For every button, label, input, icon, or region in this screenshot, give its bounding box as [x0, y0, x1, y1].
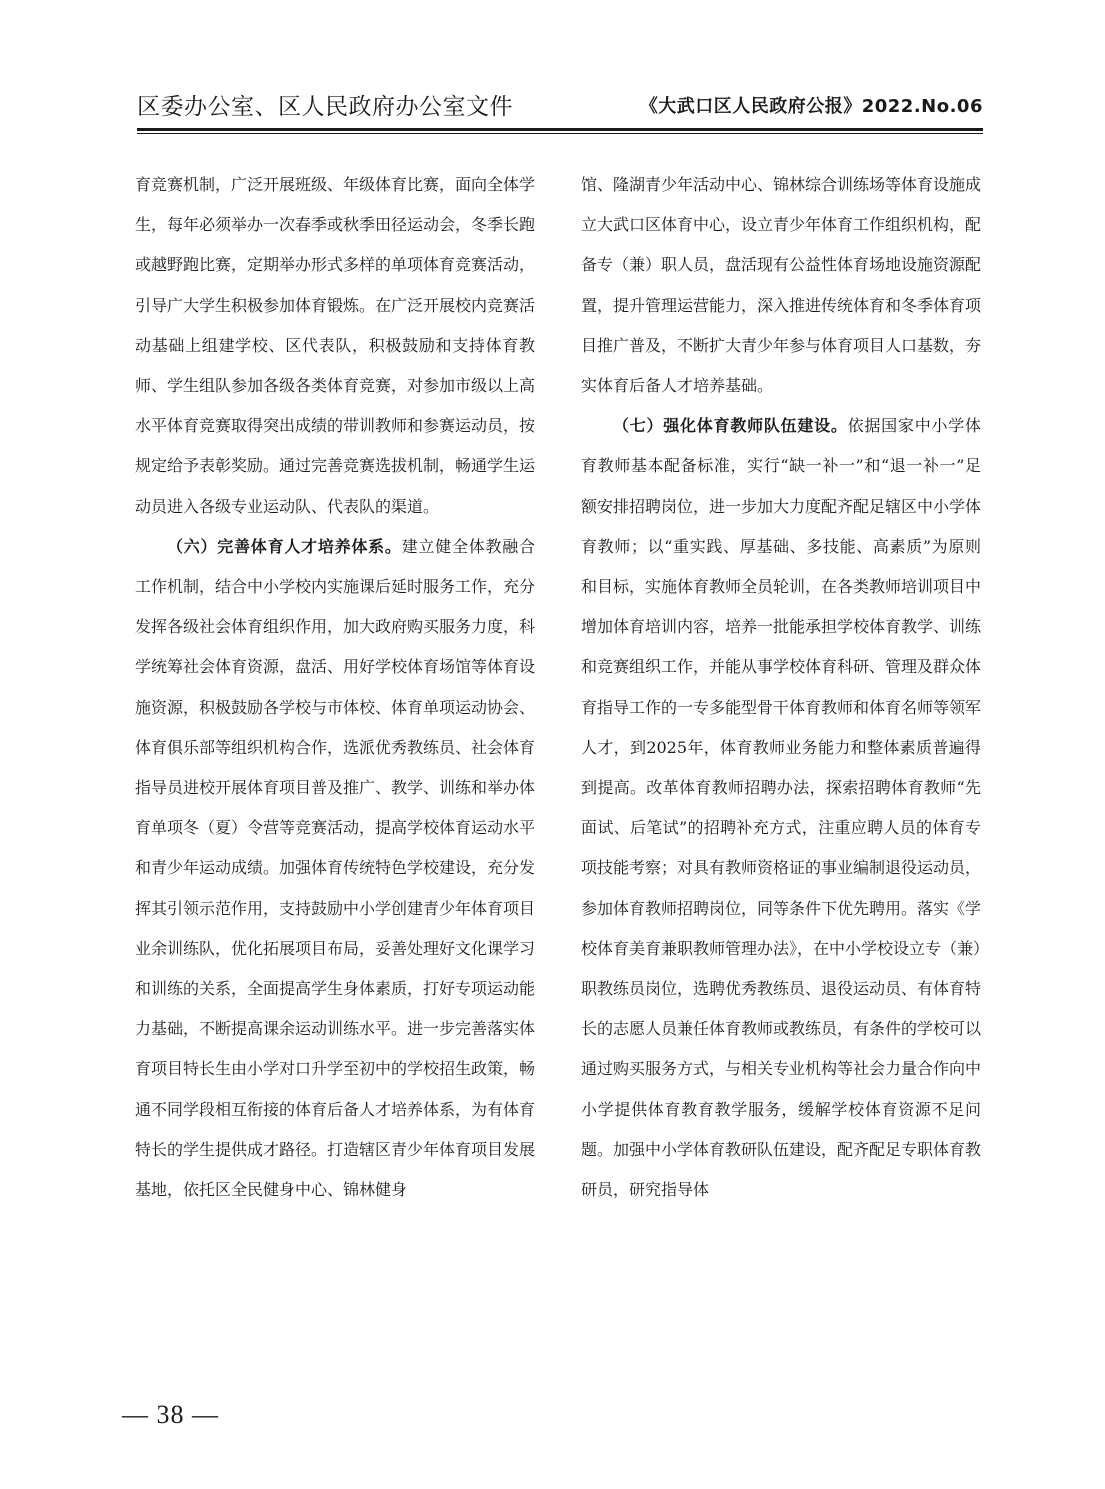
right-column [581, 165, 981, 1375]
right-paragraph-2-body: 依据国家中小学体育教师基本配备标准，实行“缺一补一”和“退一补一”足额安排招聘岗位，进一步加大力度配齐配足辖区中小学体育教师；以“重实践、厚基础、多技能、高素质”为原则和目标，实施体育教师全员轮训，在各类教师培训项目中增加体育培训内容，培养一批能承担学校体育教学、训练和竞赛组织工作，并能从事学校体育科研、管理及群众体育指导工作的一专多能型骨干体育教师和体育名师等领军人才，到2025年，体育教师业务能力和整体素质普遍得到提高。改革体育教师招聘办法，探索招聘体育教师“先面试、后笔试”的招聘补充方式，注重应聘人员的体育专项技能考察；对具有教师资格证的事业编制退役运动员，参加体育教师招聘岗位，同等条件下优先聘用。落实《学校体育美育兼职教师管理办法》，在中小学校设立专（兼）职教练员岗位，选聘优秀教练员、退役运动员、有体育特长的志愿人员兼任体育教师或教练员，有条件的学校可以通过购买服务方式，与相关专业机构等社会力量合作向中小学提供体育教育教学服务，缓解学校体育资源不足问题。加强中小学体育教研队伍建设，配齐配足专职体育教研员，研究指导体 [581, 416, 981, 1200]
left-column [135, 165, 535, 1375]
section-title-6: （六）完善体育人才培养体系。 [167, 536, 402, 556]
page-number: — 38 — [122, 1400, 219, 1429]
header-rule-thick [137, 128, 983, 131]
section-title-7: （七）强化体育教师队伍建设。 [613, 416, 848, 436]
page-header [137, 92, 983, 128]
left-paragraph-2 [135, 527, 535, 1210]
header-rule-thin [137, 133, 983, 134]
right-paragraph-1: 馆、隆湖青少年活动中心、锦林综合训练场等体育设施成立大武口区体育中心，设立青少年体育工作组织机构，配备专（兼）职人员，盘活现有公益性体育场地设施资源配置，提升管理运营能力，深入推进传统体育和冬季体育项目推广普及，不断扩大青少年参与体育项目人口基数，夯实体育后备人才培养基础。 [581, 175, 981, 396]
header-right-title: 《大武口区人民政府公报》2022.No.06 [639, 96, 983, 117]
left-paragraph-2-body: 建立健全体教融合工作机制，结合中小学校内实施课后延时服务工作，充分发挥各级社会体育组织作用，加大政府购买服务力度，科学统筹社会体育资源，盘活、用好学校体育场馆等体育设施资源，积极鼓励各学校与市体校、体育单项运动协会、体育俱乐部等组织机构合作，选派优秀教练员、社会体育指导员进校开展体育项目普及推广、教学、训练和举办体育单项冬（夏）令营等竞赛活动，提高学校体育运动水平和青少年运动成绩。加强体育传统特色学校建设，充分发挥其引领示范作用，支持鼓励中小学创建青少年体育项目业余训练队，优化拓展项目布局，妥善处理好文化课学习和训练的关系，全面提高学生身体素质，打好专项运动能力基础，不断提高课余运动训练水平。进一步完善落实体育项目特长生由小学对口升学至初中的学校招生政策，畅通不同学段相互衔接的体育后备人才培养体系，为有体育特长的学生提供成才路径。打造辖区青少年体育项目发展基地，依托区全民健身中心、锦林健身 [135, 536, 535, 1200]
right-paragraph-2 [581, 406, 981, 1210]
header-left-title: 区委办公室、区人民政府办公室文件 [137, 94, 513, 120]
left-paragraph-1: 育竞赛机制，广泛开展班级、年级体育比赛，面向全体学生，每年必须举办一次春季或秋季田径运动会，冬季长跑或越野跑比赛，定期举办形式多样的单项体育竞赛活动，引导广大学生积极参加体育锻炼。在广泛开展校内竞赛活动基础上组建学校、区代表队，积极鼓励和支持体育教师、学生组队参加各级各类体育竞赛，对参加市级以上高水平体育竞赛取得突出成绩的带训教师和参赛运动员，按规定给予表彰奖励。通过完善竞赛选拔机制，畅通学生运动员进入各级专业运动队、代表队的渠道。 [135, 175, 535, 516]
